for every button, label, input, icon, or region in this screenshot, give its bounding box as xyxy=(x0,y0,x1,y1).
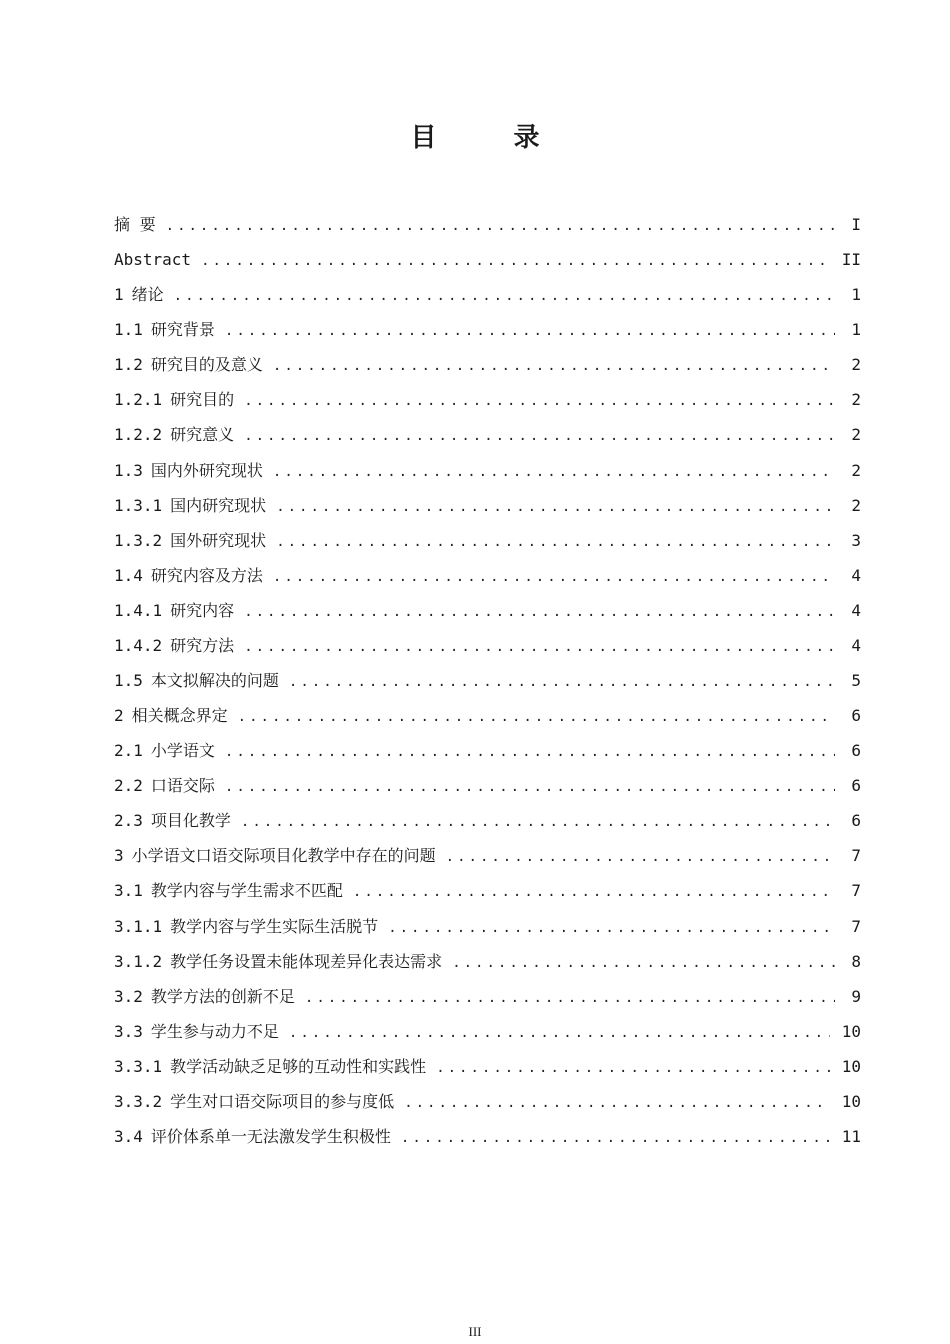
toc-entry[interactable] xyxy=(114,733,861,768)
toc-entry-number: 2.3 xyxy=(114,811,143,831)
toc-entry-page: 7 xyxy=(851,881,861,901)
toc-entry-label: Abstract xyxy=(114,250,192,270)
toc-entry-label: 研究内容及方法 xyxy=(150,565,263,585)
toc-dot-leader xyxy=(452,946,835,981)
toc-entry-number: 3.3 xyxy=(114,1021,143,1041)
toc-dot-leader xyxy=(404,1086,830,1121)
toc-entry-page: II xyxy=(841,250,861,270)
toc-entry-page: 8 xyxy=(851,951,861,971)
toc-dot-leader xyxy=(174,279,835,314)
toc-entry-label: 国内外研究现状 xyxy=(150,460,263,480)
toc-entry-label: 小学语文 xyxy=(150,741,215,761)
toc-dot-leader xyxy=(166,209,835,244)
toc-entry-label: 国内研究现状 xyxy=(170,495,267,515)
toc-entry[interactable] xyxy=(114,347,861,382)
toc-dot-leader xyxy=(225,770,835,805)
toc-entry[interactable] xyxy=(114,909,861,944)
toc-entry-number: 3.3.2 xyxy=(114,1091,163,1111)
toc-entry[interactable] xyxy=(114,488,861,523)
toc-entry-number: 2.2 xyxy=(114,776,143,796)
toc-entry[interactable] xyxy=(114,277,861,312)
toc-entry-page: 4 xyxy=(851,635,861,655)
toc-dot-leader xyxy=(201,244,830,279)
toc-entry-label: 研究意义 xyxy=(170,425,235,445)
toc-dot-leader xyxy=(225,735,835,770)
toc-dot-leader xyxy=(289,665,835,700)
toc-entry-page: I xyxy=(851,215,861,234)
toc-entry[interactable] xyxy=(114,768,861,803)
toc-entry[interactable] xyxy=(114,593,861,628)
toc-dot-leader xyxy=(276,525,835,560)
toc-entry-page: 6 xyxy=(851,741,861,761)
toc-entry-label: 评价体系单一无法激发学生积极性 xyxy=(150,1127,391,1147)
toc-entry-number: 3.1.2 xyxy=(114,951,163,971)
toc-dot-leader xyxy=(436,1051,830,1086)
toc-entry-page: 3 xyxy=(851,530,861,550)
toc-entry-page: 2 xyxy=(851,425,861,445)
toc-entry[interactable] xyxy=(114,1014,861,1049)
toc-entry[interactable] xyxy=(114,417,861,452)
toc-entry-label: 小学语文口语交际项目化教学中存在的问题 xyxy=(131,846,436,866)
toc-entry[interactable] xyxy=(114,944,861,979)
toc-dot-leader xyxy=(289,1016,830,1051)
toc-entry[interactable] xyxy=(114,1084,861,1119)
toc-entry-page: 2 xyxy=(851,390,861,410)
toc-entry-page: 1 xyxy=(851,285,861,305)
toc-dot-leader xyxy=(244,630,835,665)
toc-entry-page: 9 xyxy=(851,986,861,1006)
toc-entry-label: 研究背景 xyxy=(150,320,215,340)
toc-entry-label: 教学内容与学生需求不匹配 xyxy=(150,881,343,901)
toc-entry-label: 绪论 xyxy=(131,285,164,305)
toc-dot-leader xyxy=(388,911,835,946)
toc-dot-leader xyxy=(273,455,835,490)
toc-entry-label: 研究内容 xyxy=(170,600,235,620)
toc-entry-label: 口语交际 xyxy=(150,776,215,796)
toc-entry-label: 研究目的 xyxy=(170,390,235,410)
toc-dot-leader xyxy=(273,560,835,595)
toc-entry-number: 3.1.1 xyxy=(114,916,163,936)
toc-entry-page: 6 xyxy=(851,776,861,796)
toc-dot-leader xyxy=(276,490,835,525)
table-of-contents xyxy=(114,207,861,1154)
toc-entry-label: 国外研究现状 xyxy=(170,530,267,550)
toc-entry-number: 1.3 xyxy=(114,460,143,480)
toc-dot-leader xyxy=(241,805,835,840)
toc-entry-number: 1 xyxy=(114,285,124,305)
toc-entry-number: 2 xyxy=(114,706,124,726)
toc-entry-page: 5 xyxy=(851,671,861,691)
toc-entry-label: 学生参与动力不足 xyxy=(150,1021,279,1041)
toc-entry[interactable] xyxy=(114,873,861,908)
toc-entry-number: 1.3.1 xyxy=(114,495,163,515)
toc-entry-number: 1.4.2 xyxy=(114,635,163,655)
toc-entry-page: 6 xyxy=(851,811,861,831)
toc-entry[interactable] xyxy=(114,803,861,838)
toc-entry-number: 1.2.1 xyxy=(114,390,163,410)
toc-entry-page: 7 xyxy=(851,846,861,866)
toc-entry-page: 6 xyxy=(851,706,861,726)
toc-entry-number: 1.3.2 xyxy=(114,530,163,550)
toc-entry-number: 1.2.2 xyxy=(114,425,163,445)
toc-dot-leader xyxy=(446,840,835,875)
toc-entry-number: 3.1 xyxy=(114,881,143,901)
toc-entry-number: 3.2 xyxy=(114,986,143,1006)
toc-entry-page: 4 xyxy=(851,565,861,585)
toc-dot-leader xyxy=(244,595,835,630)
page-number: III xyxy=(468,1324,482,1339)
toc-entry-number: 1.1 xyxy=(114,320,143,340)
toc-entry-number: 3 xyxy=(114,846,124,866)
toc-entry-number: 1.2 xyxy=(114,355,143,375)
toc-entry-label: 研究方法 xyxy=(170,635,235,655)
toc-entry-label: 教学活动缺乏足够的互动性和实践性 xyxy=(170,1056,427,1076)
toc-entry[interactable] xyxy=(114,382,861,417)
toc-entry-page: 2 xyxy=(851,495,861,515)
toc-entry[interactable] xyxy=(114,242,861,277)
toc-entry-label: 学生对口语交际项目的参与度低 xyxy=(170,1091,395,1111)
toc-entry-number: 1.4 xyxy=(114,565,143,585)
toc-entry[interactable] xyxy=(114,1049,861,1084)
toc-entry-label: 项目化教学 xyxy=(150,811,231,831)
toc-entry-number: 1.4.1 xyxy=(114,600,163,620)
toc-dot-leader xyxy=(353,875,835,910)
toc-entry-label: 摘 要 xyxy=(114,215,156,234)
toc-dot-leader xyxy=(401,1121,830,1156)
toc-entry[interactable] xyxy=(114,523,861,558)
toc-entry[interactable] xyxy=(114,207,861,242)
toc-dot-leader xyxy=(273,349,835,384)
toc-entry-label: 教学任务设置未能体现差异化表达需求 xyxy=(170,951,443,971)
toc-entry-number: 3.4 xyxy=(114,1127,143,1147)
toc-entry-label: 教学内容与学生实际生活脱节 xyxy=(170,916,379,936)
toc-entry-number: 1.5 xyxy=(114,671,143,691)
toc-entry-number: 3.3.1 xyxy=(114,1056,163,1076)
toc-dot-leader xyxy=(238,700,835,735)
toc-entry-page: 10 xyxy=(841,1021,861,1041)
toc-entry[interactable] xyxy=(114,979,861,1014)
toc-dot-leader xyxy=(225,314,835,349)
toc-entry-number: 2.1 xyxy=(114,741,143,761)
toc-entry-page: 10 xyxy=(841,1091,861,1111)
toc-entry[interactable] xyxy=(114,698,861,733)
toc-dot-leader xyxy=(244,419,835,454)
toc-entry-page: 7 xyxy=(851,916,861,936)
toc-entry[interactable] xyxy=(114,628,861,663)
toc-entry-page: 10 xyxy=(841,1056,861,1076)
toc-entry-label: 本文拟解决的问题 xyxy=(150,671,279,691)
page-title: 目 录 xyxy=(410,123,574,153)
toc-dot-leader xyxy=(305,981,835,1016)
toc-entry-label: 研究目的及意义 xyxy=(150,355,263,375)
toc-entry-label: 相关概念界定 xyxy=(131,706,228,726)
toc-entry[interactable] xyxy=(114,558,861,593)
toc-entry[interactable] xyxy=(114,453,861,488)
toc-entry[interactable] xyxy=(114,1119,861,1154)
toc-entry-page: 11 xyxy=(841,1127,861,1147)
toc-entry-page: 1 xyxy=(851,320,861,340)
toc-dot-leader xyxy=(244,384,835,419)
toc-entry[interactable] xyxy=(114,838,861,873)
toc-entry-page: 2 xyxy=(851,355,861,375)
toc-entry[interactable] xyxy=(114,312,861,347)
toc-entry-label: 教学方法的创新不足 xyxy=(150,986,295,1006)
toc-entry-page: 4 xyxy=(851,600,861,620)
toc-entry-page: 2 xyxy=(851,460,861,480)
toc-entry[interactable] xyxy=(114,663,861,698)
